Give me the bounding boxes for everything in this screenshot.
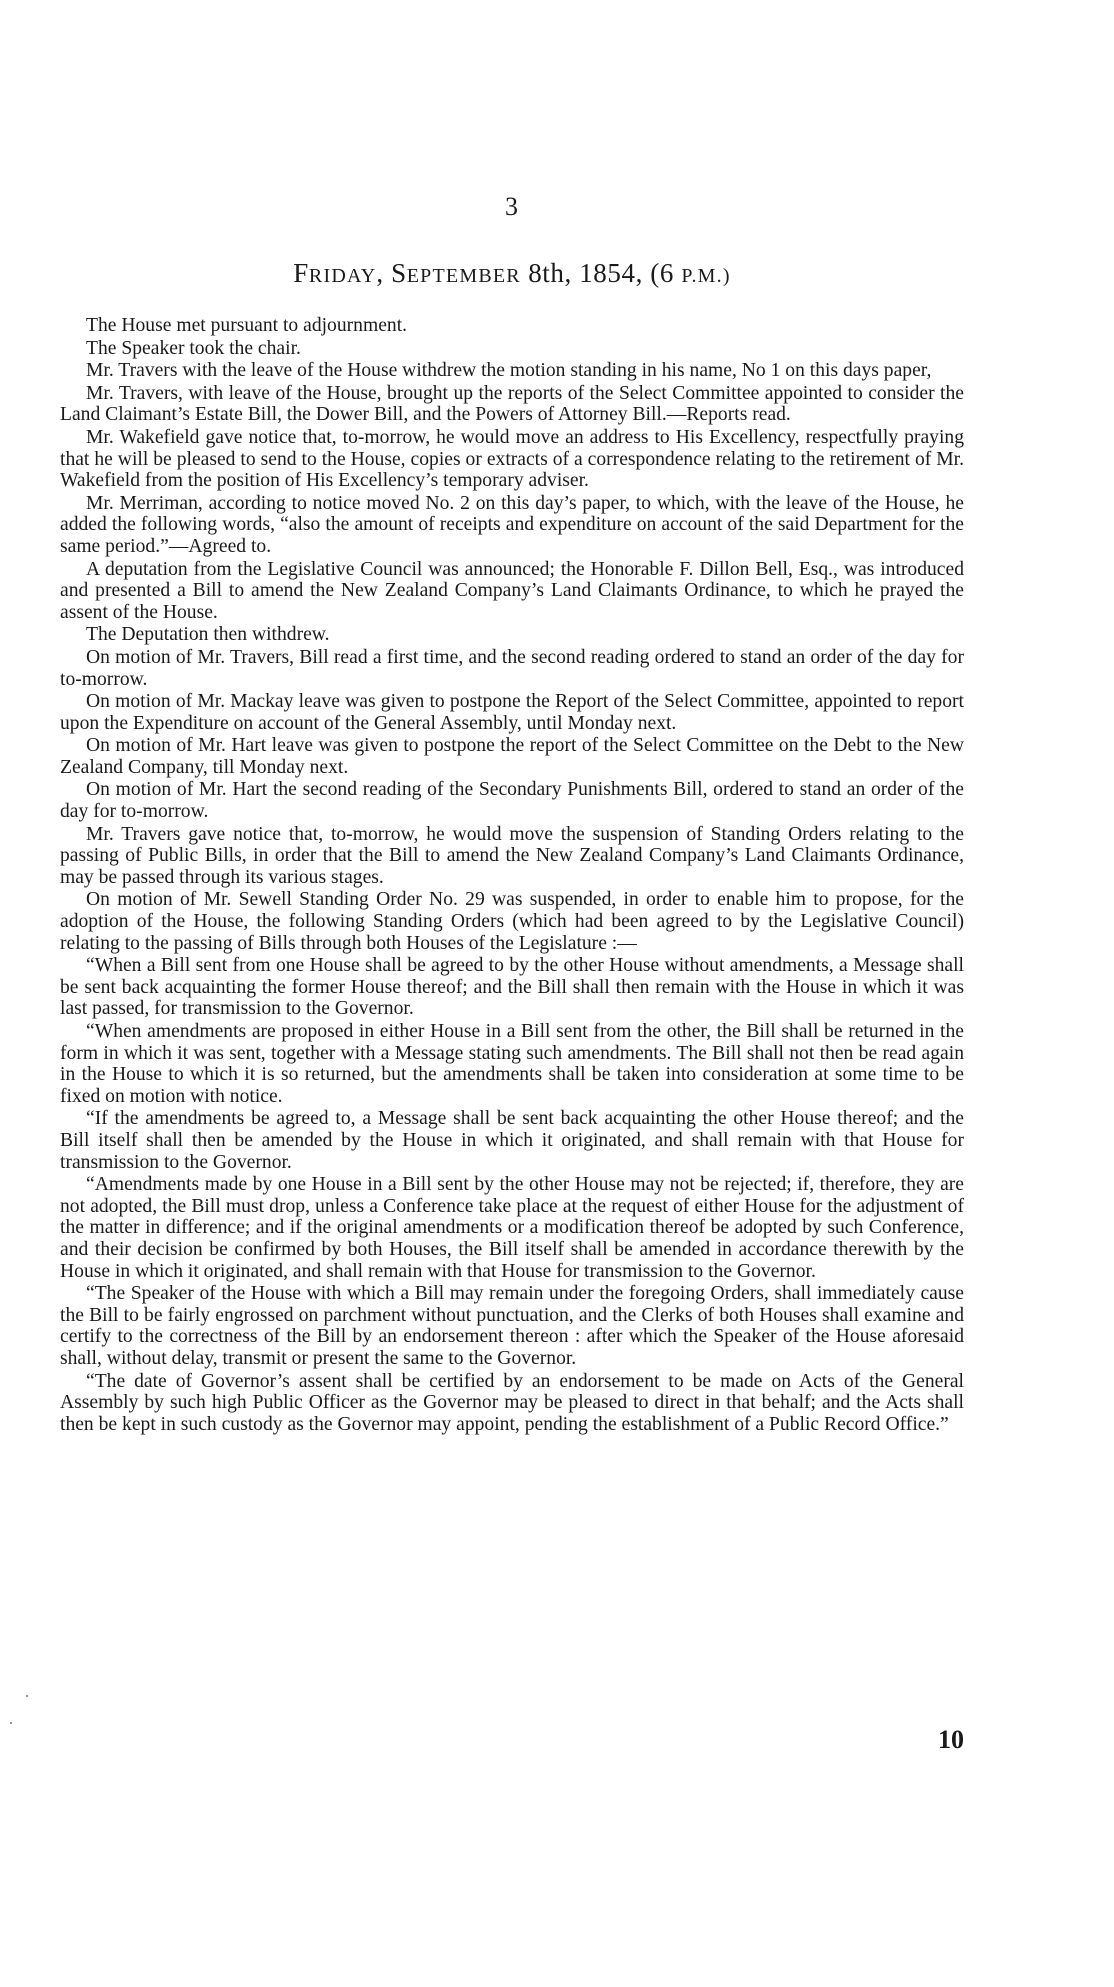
- proceeding-paragraph: Mr. Merriman, according to notice moved No. 2 on this day’s paper, to which, with the leave of the House, he added the following words, “also the amount of receipts and expenditure on account of the said Department for the same period.”—Agreed to.: [60, 492, 964, 557]
- proceeding-paragraph: The Speaker took the chair.: [86, 337, 301, 359]
- proceeding-paragraph: On motion of Mr. Sewell Standing Order No. 29 was suspended, in order to enable him to propose, for the adoption of the House, the following Standing Orders (which had been agreed to by the Legislative Council) relating to the passing of Bills through both Houses of the Legislature :—: [60, 889, 964, 954]
- margin-speck: [26, 1695, 28, 1697]
- standing-order-paragraph: “The date of Governor’s assent shall be certified by an endorsement to be made on Acts of the General Assembly by such high Public Officer as the Governor may be pleased to direct in that behalf; and the Acts shall then be kept in such custody as the Governor may appoint, pending the establishment of a Public Record Office.”: [60, 1370, 964, 1435]
- heading-date: 8th, 1854, (6: [528, 258, 674, 288]
- margin-speck: [10, 1722, 12, 1724]
- proceeding-paragraph: On motion of Mr. Travers, Bill read a first time, and the second reading ordered to stand an order of the day for to-morrow.: [60, 646, 964, 690]
- standing-order-paragraph: “The Speaker of the House with which a Bill may remain under the foregoing Orders, shall immediately cause the Bill to be fairly engrossed on parchment without punctuation, and the Clerks of both Houses shall examine and certify to the correctness of the Bill by an endorsement thereon : after which the Speaker of the House aforesaid shall, without delay, transmit or present the same to the Governor.: [60, 1283, 964, 1369]
- heading-time: P.M.): [681, 265, 731, 287]
- heading-separator: ,: [376, 258, 384, 288]
- printer-signature-mark: 10: [938, 1725, 964, 1754]
- proceeding-paragraph: Mr. Travers gave notice that, to-morrow, he would move the suspension of Standing Orders relating to the passing of Public Bills, in order that the Bill to amend the New Zealand Company’s Land Claimants Ordinance, may be passed through its various stages.: [60, 823, 964, 888]
- proceeding-paragraph: A deputation from the Legislative Council was announced; the Honorable F. Dillon Bell, Esq., was introduced and presented a Bill to amend the New Zealand Company’s Land Claimants Ordinance, to which he prayed the assent of the House.: [60, 558, 964, 623]
- heading-day-initial: F: [293, 258, 309, 288]
- standing-order-paragraph: “When amendments are proposed in either House in a Bill sent from the other, the Bill shall be returned in the form in which it was sent, together with a Message stating such amendments. The Bill shall not then be read again in the House to which it is so returned, but the amendments shall be taken into consideration at some time to be fixed on motion with notice.: [60, 1021, 964, 1107]
- heading-day-rest: RIDAY: [308, 265, 377, 287]
- proceeding-paragraph: On motion of Mr. Mackay leave was given to postpone the Report of the Select Committee, appointed to report upon the Expenditure on account of the General Assembly, until Monday next.: [60, 691, 964, 734]
- proceeding-paragraph: The House met pursuant to adjournment.: [86, 315, 408, 336]
- standing-order-paragraph: “If the amendments be agreed to, a Message shall be sent back acquainting the other House thereof; and the Bill itself shall then be amended by the House in which it originated, and shall remain with that House for transmission to the Governor.: [60, 1108, 964, 1173]
- proceeding-paragraph: The Deputation then withdrew.: [86, 624, 330, 646]
- proceeding-paragraph: Mr. Travers with the leave of the House withdrew the motion standing in his name, No 1 on this days paper,: [86, 360, 932, 382]
- standing-order-paragraph: “Amendments made by one House in a Bill sent by the other House may not be rejected; if, therefore, they are not adopted, the Bill must drop, unless a Conference take place at the request of either House for the adjustment of the matter in difference; and if the original amendments or a modification thereof be adopted by such Conference, and their decision be confirmed by both Houses, the Bill itself shall be amended in accordance therewith by the House in which it originated, and shall remain with that House for transmission to the Governor.: [60, 1174, 964, 1282]
- heading-month-rest: EPTEMBER: [406, 265, 521, 287]
- proceeding-paragraph: On motion of Mr. Hart leave was given to postpone the report of the Select Committee on the Debt to the New Zealand Company, till Monday next.: [60, 735, 964, 778]
- sitting-date-heading: [60, 258, 964, 289]
- proceeding-paragraph: Mr. Wakefield gave notice that, to-morrow, he would move an address to His Excellency, respectfully praying that he will be pleased to send to the House, copies or extracts of a correspondence relating to the retirement of Mr. Wakefield from the position of His Excellency’s temporary adviser.: [60, 426, 964, 492]
- standing-order-paragraph: “When a Bill sent from one House shall be agreed to by the other House without amendments, a Message shall be sent back acquainting the former House thereof; and the Bill shall then remain with the House in which it was last passed, for transmission to the Governor.: [60, 955, 964, 1020]
- proceeding-paragraph: Mr. Travers, with leave of the House, brought up the reports of the Select Committee appointed to consider the Land Claimant’s Estate Bill, the Dower Bill, and the Powers of Attorney Bill.—Reports read.: [60, 382, 964, 426]
- proceeding-paragraph: On motion of Mr. Hart the second reading of the Secondary Punishments Bill, ordered to stand an order of the day for to-morrow.: [60, 779, 964, 823]
- page-number: 3: [505, 192, 519, 221]
- heading-month-initial: S: [391, 258, 407, 288]
- proceedings-body: [60, 315, 964, 1436]
